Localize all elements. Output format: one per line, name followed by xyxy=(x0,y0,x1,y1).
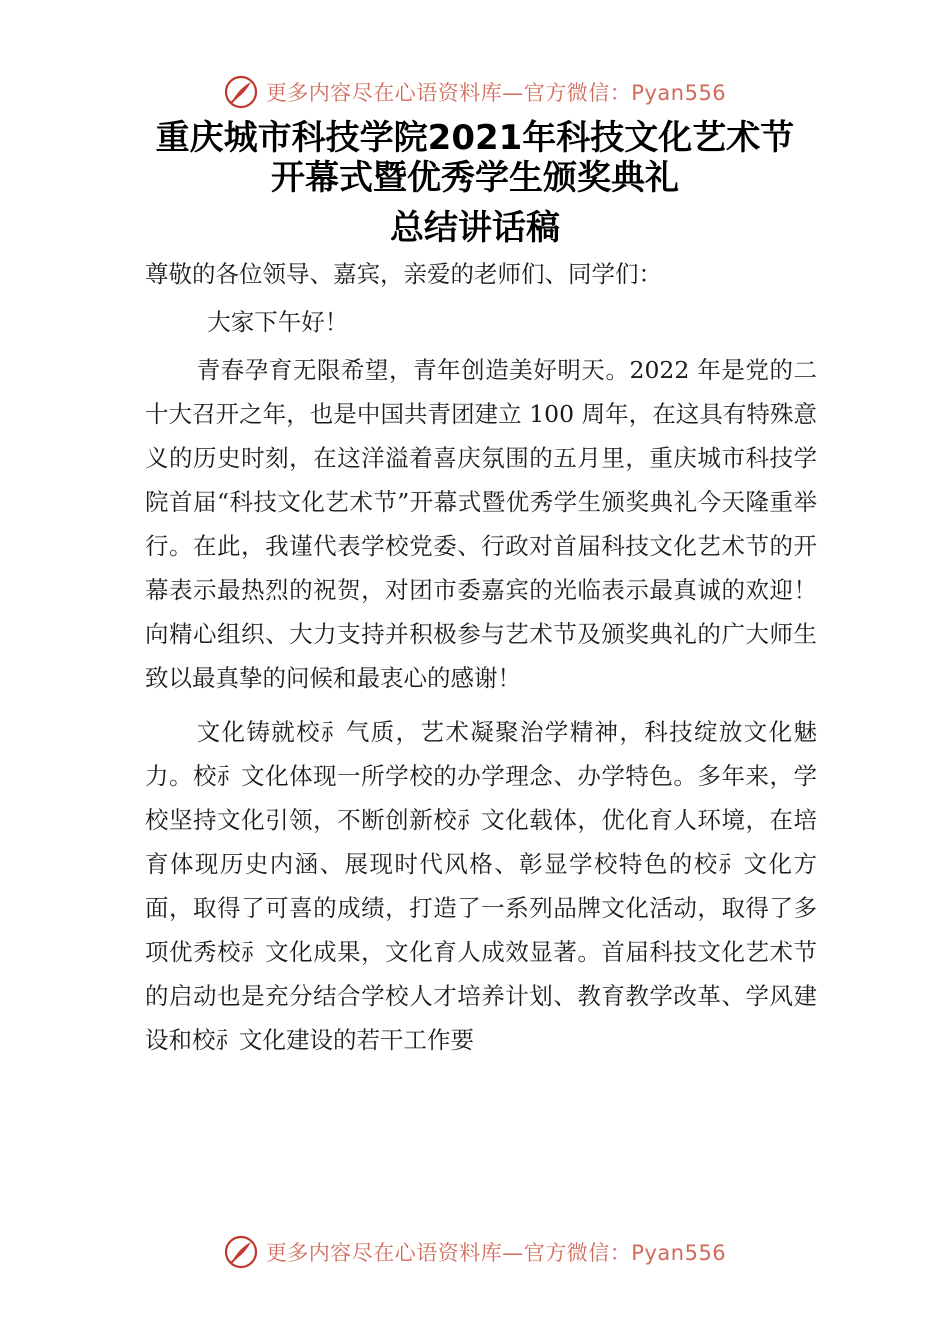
greeting: 大家下午好！ xyxy=(207,308,349,336)
body-paragraph-2: 文化铸就校⺬气质，艺术凝聚治学精神，科技绽放文化魅力。校⺬文化体现一所学校的办学理念、办学特色。多年来，学校坚持文化引领，不断创新校⺬文化载体，优化育人环境，在培育体现历史内涵、展现时代风格、彰显学校特色的校⺬文化方面，取得了可喜的成绩，打造了一系列品牌文化活动，取得了多项优秀校⺬文化成果，文化育人成效显著。首届科技文化艺术节的启动也是充分结合学校人才培养计划、教育教学改革、学风建设和校⺬文化建设的若干工作要 xyxy=(145,718,817,1054)
watermark-text: 更多内容尽在心语资料库—官方微信：Pyan556 xyxy=(265,1241,727,1265)
body-paragraph-1: 青春孕育无限希望，青年创造美好明天。2022 年是党的二十大召开之年，也是中国共青团建立 100 周年，在这具有特殊意义的历史时刻，在这洋溢着喜庆氛围的五月里，重庆城市科技学院首届“科技文化艺术节”开幕式暨优秀学生颁奖典礼今天隆重举行。在此，我谨代表学校党委、行政对首届科技文化艺术节的开幕表示最热烈的祝贺，对团市委嘉宾的光临表示最真诚的欢迎！向精心组织、大力支持并积极参与艺术节及颁奖典礼的广大师生致以最真挚的问候和最衷心的感谢！ xyxy=(145,356,817,692)
quill-logo-icon xyxy=(224,1235,258,1269)
document-subtitle: 总结讲话稿 xyxy=(390,208,560,248)
watermark-text: 更多内容尽在心语资料库—官方微信：Pyan556 xyxy=(265,81,727,105)
watermark-header xyxy=(0,72,950,112)
title-line-1: 重庆城市科技学院2021年科技文化艺术节 xyxy=(155,118,795,158)
salutation: 尊敬的各位领导、嘉宾，亲爱的老师们、同学们： xyxy=(145,260,662,288)
title-line-2: 开幕式暨优秀学生颁奖典礼 xyxy=(271,158,679,198)
document-title xyxy=(0,118,950,248)
watermark-footer xyxy=(0,1232,950,1272)
document-body xyxy=(145,252,817,1062)
quill-logo-icon xyxy=(224,75,258,109)
